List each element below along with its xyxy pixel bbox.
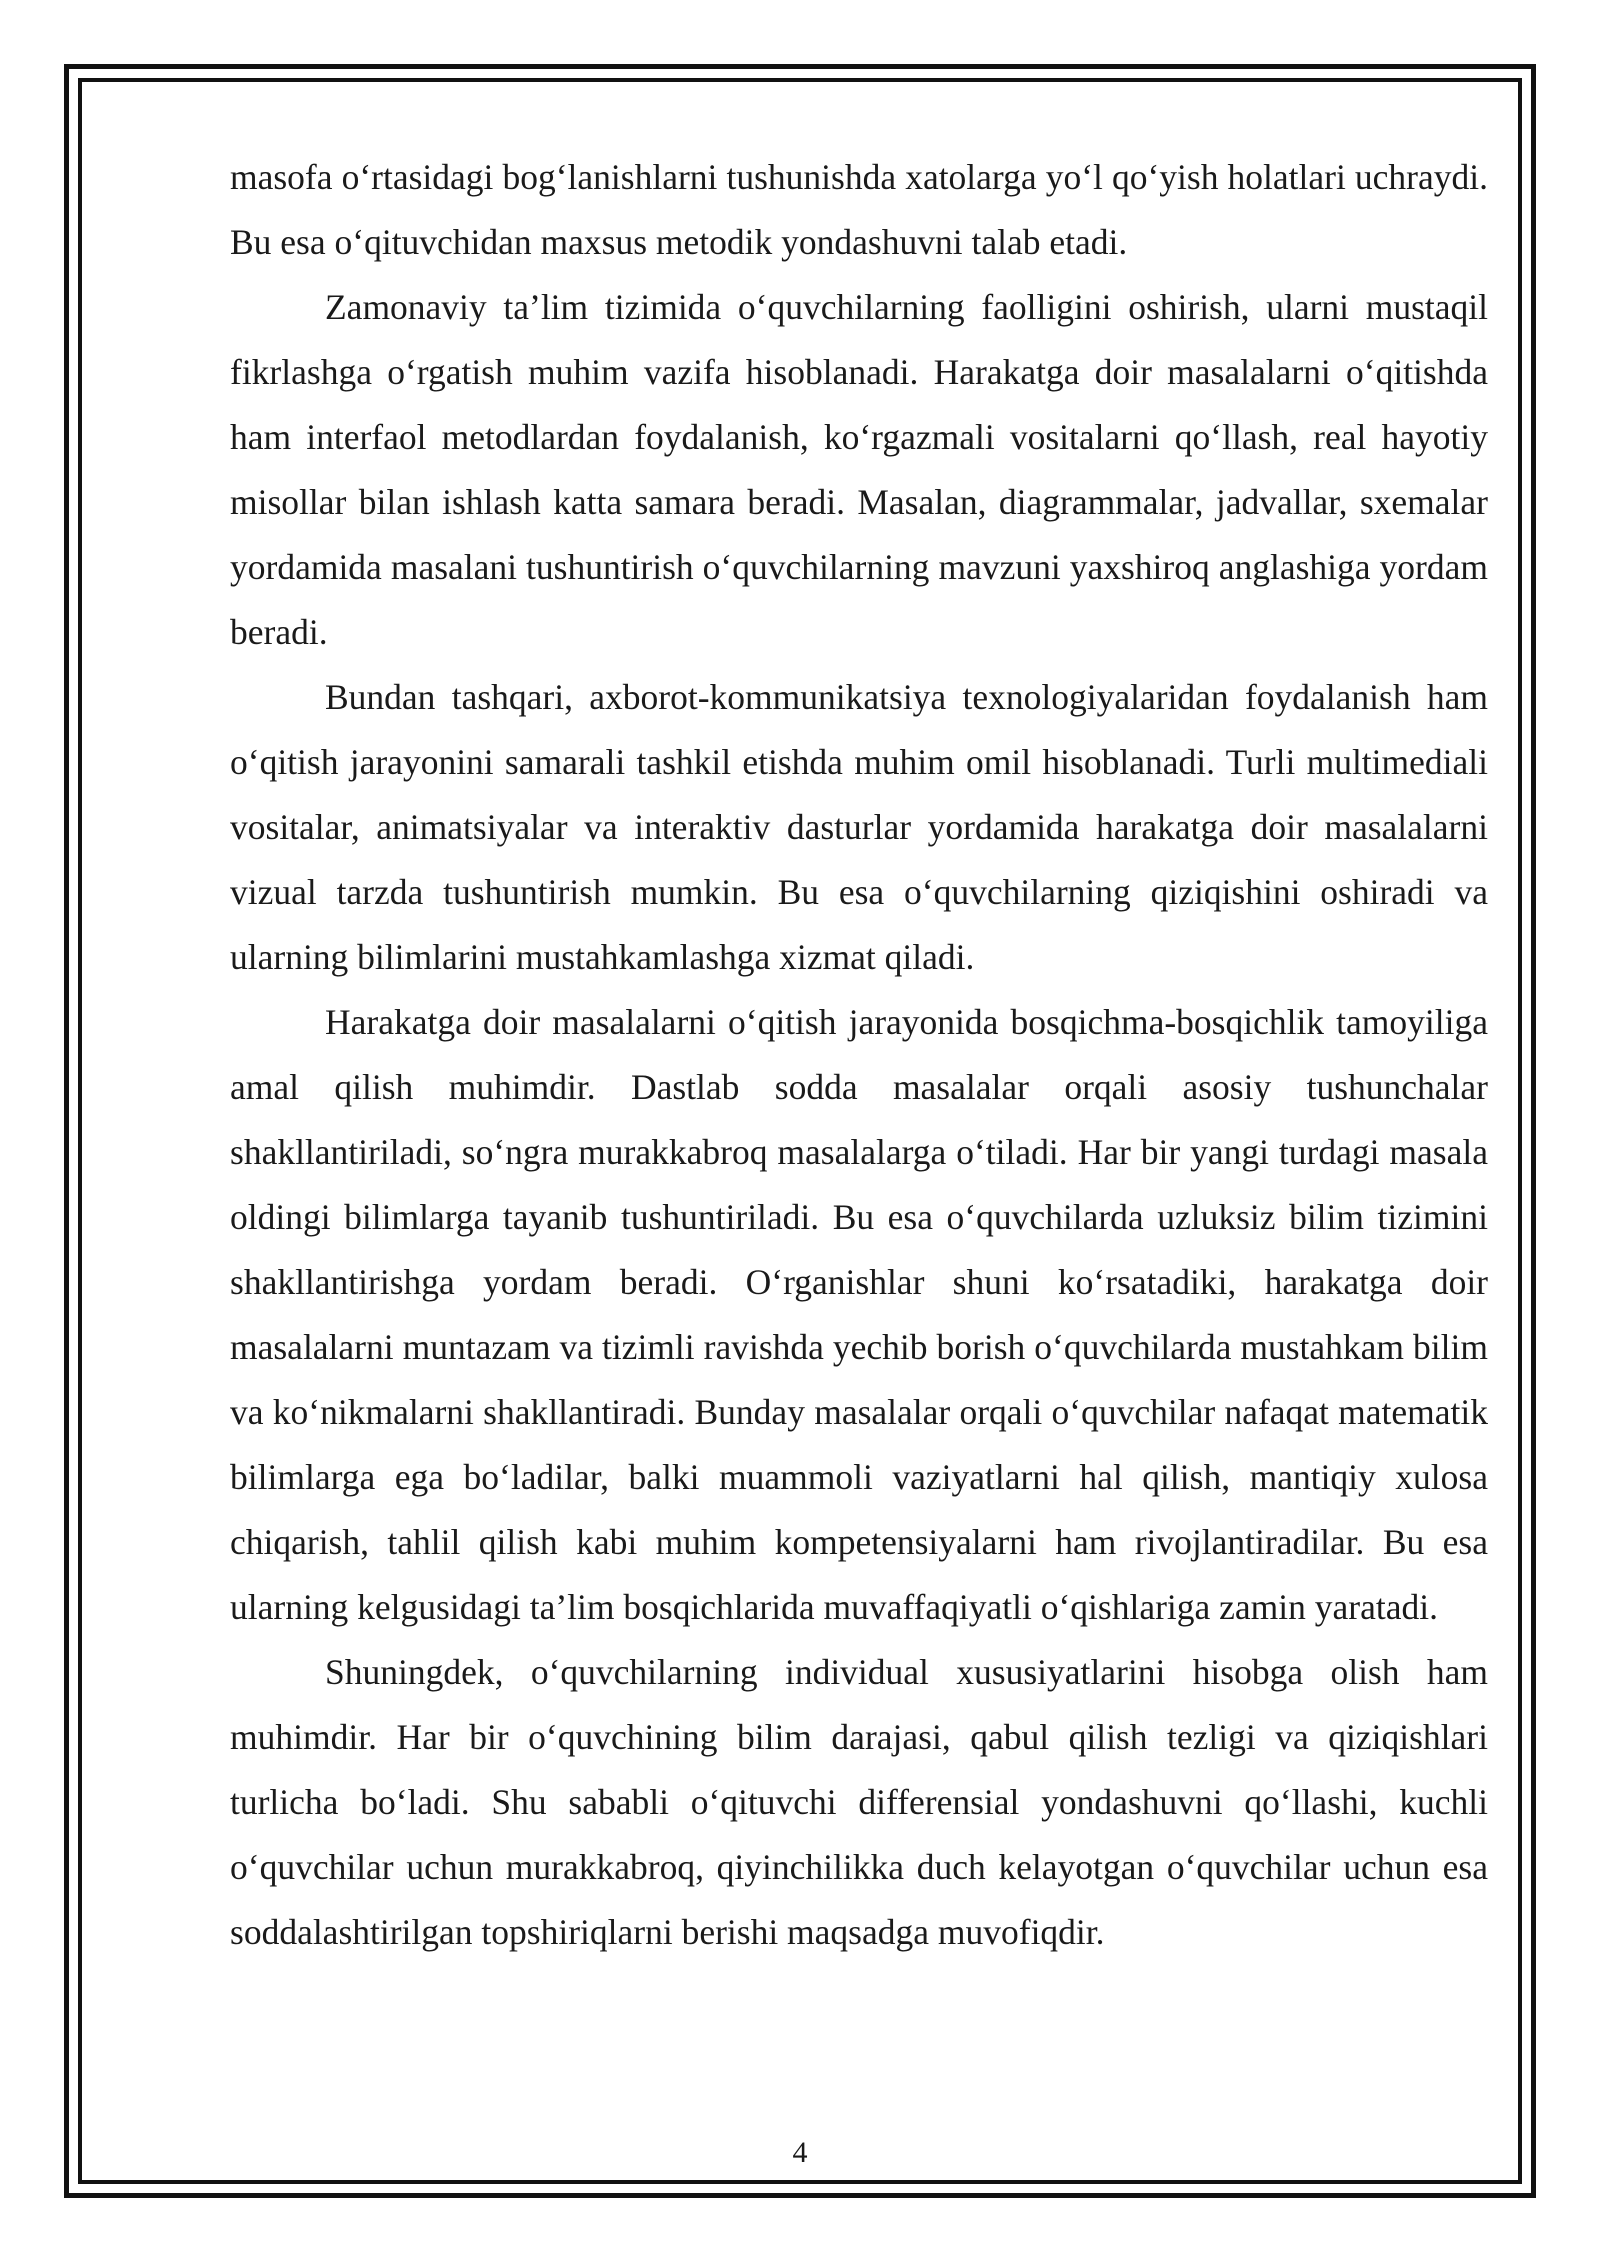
paragraph: Bundan tashqari, axborot-kommunikatsiya texnologiyalaridan foydalanish ham o‘qitish jarayonini samarali tashkil etishda muhim omil hisoblanadi. Turli multimediali vositalar, animatsiyalar va interaktiv dasturlar yordamida harakatga doir masalalarni vizual tarzda tushuntirish mumkin. Bu esa o‘quvchilarning qiziqishini oshiradi va ularning bilimlarini mustahkamlashga xizmat qiladi.: [230, 677, 1488, 977]
paragraph: Harakatga doir masalalarni o‘qitish jarayonida bosqichma-bosqichlik tamoyiliga amal qilish muhimdir. Dastlab sodda masalalar orqali asosiy tushunchalar shakllantiriladi, so‘ngra murakkabroq masalalarga o‘tiladi. Har bir yangi turdagi masala oldingi bilimlarga tayanib tushuntiriladi. Bu esa o‘quvchilarda uzluksiz bilim tizimini shakllantirishga yordam beradi. O‘rganishlar shuni ko‘rsatadiki, harakatga doir masalalarni muntazam va tizimli ravishda yechib borish o‘quvchilarda mustahkam bilim va ko‘nikmalarni shakllantiradi. Bunday masalalar orqali o‘quvchilar nafaqat matematik bilimlarga ega bo‘ladilar, balki muammoli vaziyatlarni hal qilish, mantiqiy xulosa chiqarish, tahlil qilish kabi muhim kompetensiyalarni ham rivojlantiradilar. Bu esa ularning kelgusidagi ta’lim bosqichlarida muvaffaqiyatli o‘qishlariga zamin yaratadi.: [230, 1002, 1488, 1627]
document-body: [230, 145, 1488, 1965]
paragraph: Shuningdek, o‘quvchilarning individual xususiyatlarini hisobga olish ham muhimdir. Har bir o‘quvchining bilim darajasi, qabul qilish tezligi va qiziqishlari turlicha bo‘ladi. Shu sababli o‘qituvchi differensial yondashuvni qo‘llashi, kuchli o‘quvchilar uchun murakkabroq, qiyinchilikka duch kelayotgan o‘quvchilar uchun esa soddalashtirilgan topshiriqlarni berishi maqsadga muvofiqdir.: [230, 1652, 1488, 1952]
page-number: 4: [792, 2136, 808, 2169]
paragraph: Zamonaviy ta’lim tizimida o‘quvchilarning faolligini oshirish, ularni mustaqil fikrlashga o‘rgatish muhim vazifa hisoblanadi. Harakatga doir masalalarni o‘qitishda ham interfaol metodlardan foydalanish, ko‘rgazmali vositalarni qo‘llash, real hayotiy misollar bilan ishlash katta samara beradi. Masalan, diagrammalar, jadvallar, sxemalar yordamida masalani tushuntirish o‘quvchilarning mavzuni yaxshiroq anglashiga yordam beradi.: [230, 287, 1488, 652]
paragraph-continuation: masofa o‘rtasidagi bog‘lanishlarni tushunishda xatolarga yo‘l qo‘yish holatlari uchraydi. Bu esa o‘qituvchidan maxsus metodik yondashuvni talab etadi.: [230, 157, 1488, 262]
